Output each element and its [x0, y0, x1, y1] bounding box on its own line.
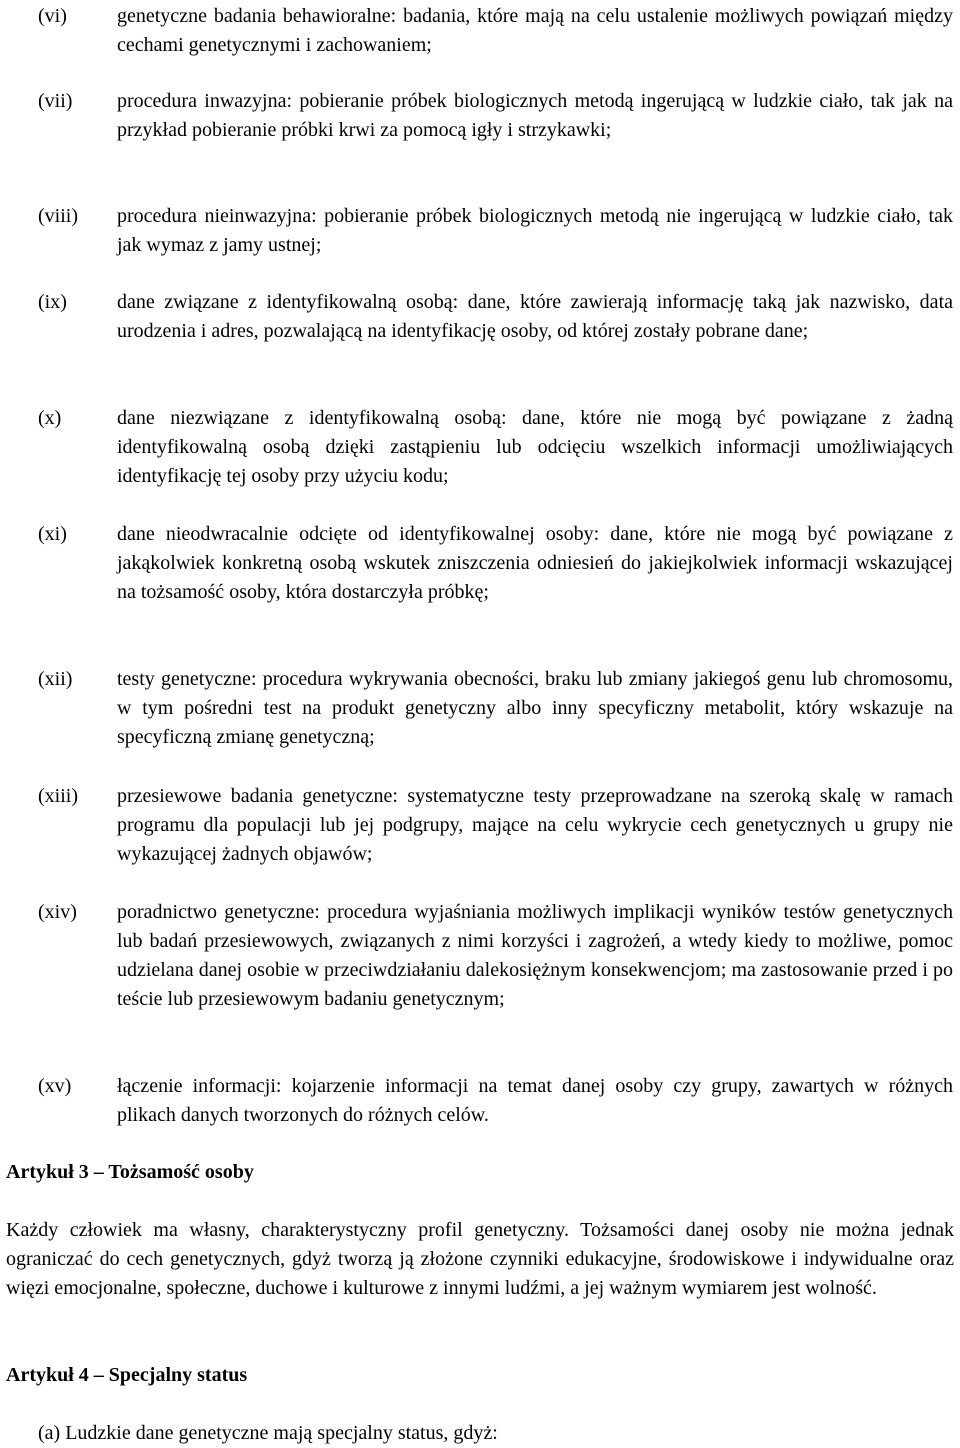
definition-number: (xii) — [38, 668, 73, 690]
definition-number: (vi) — [38, 5, 67, 27]
definition-text: genetyczne badania behawioralne: badania, które mają na celu ustalenie możliwych powiązań między cechami genetycznymi i zachowaniem; — [117, 5, 953, 56]
definition-text: testy genetyczne: procedura wykrywania obecności, braku lub zmiany jakiegoś genu lub chromosomu, w tym pośredni test na produkt genetyczny albo inny specyficzny metabolit, który wskazuje na specyficzną zmianę genetyczną; — [117, 668, 953, 748]
definition-text: dane niezwiązane z identyfikowalną osobą: dane, które nie mogą być powiązane z żadną identyfikowalną osobą dzięki zastąpieniu lub odcięciu wszelkich informacji umożliwiających identyfikację tej osoby przy użyciu kodu; — [117, 407, 953, 487]
definition-text: dane nieodwracalnie odcięte od identyfikowalnej osoby: dane, które nie mogą być powiązane z jakąkolwiek konkretną osobą wskutek zniszczenia odniesień do jakiejkolwiek informacji wskazującej na tożsamość osoby, która dostarczyła próbkę; — [117, 523, 953, 603]
definition-text: dane związane z identyfikowalną osobą: dane, które zawierają informację taką jak nazwisko, data urodzenia i adres, pozwalającą na identyfikację osoby, od której zostały pobrane dane; — [117, 291, 953, 342]
definition-number: (x) — [38, 407, 62, 429]
definition-number: (viii) — [38, 205, 78, 227]
definition-number: (xv) — [38, 1075, 72, 1097]
article-4-item-a: (a) Ludzkie dane genetyczne mają specjalny status, gdyż: — [38, 1422, 498, 1444]
article-3-heading: Artykuł 3 – Tożsamość osoby — [6, 1161, 254, 1183]
definition-text: poradnictwo genetyczne: procedura wyjaśniania możliwych implikacji wyników testów genetycznych lub badań przesiewowych, związanych z nimi korzyści i zagrożeń, a wtedy kiedy to możliwe, pomoc udzielana danej osobie w przeciwdziałaniu dalekosiężnym konsekwencjom; ma zastosowanie przed i po teście lub przesiewowym badaniu genetycznym; — [117, 901, 953, 1010]
article-3-body: Każdy człowiek ma własny, charakterystyczny profil genetyczny. Tożsamości danej osoby nie można jednak ograniczać do cech genetycznych, gdyż tworzą ją złożone czynniki edukacyjne, środowiskowe i indywidualne oraz więzi emocjonalne, społeczne, duchowe i kulturowe z innymi ludźmi, a jej ważnym wymiarem jest wolność. — [6, 1219, 954, 1299]
definition-text: przesiewowe badania genetyczne: systematyczne testy przeprowadzane na szeroką skalę w ramach programu dla populacji lub jej podgrupy, mające na celu wykrycie cech genetycznych u grupy nie wykazującej żadnych objawów; — [117, 785, 953, 865]
definition-text: procedura nieinwazyjna: pobieranie próbek biologicznych metodą nie ingerującą w ludzkie ciało, tak jak wymaz z jamy ustnej; — [117, 205, 953, 256]
definition-number: (vii) — [38, 90, 73, 112]
article-4-heading: Artykuł 4 – Specjalny status — [6, 1364, 248, 1386]
definition-text: procedura inwazyjna: pobieranie próbek biologicznych metodą ingerującą w ludzkie ciało, tak jak na przykład pobieranie próbki krwi za pomocą igły i strzykawki; — [117, 90, 953, 141]
definition-number: (xi) — [38, 523, 67, 545]
definition-number: (xiii) — [38, 785, 78, 807]
definition-number: (ix) — [38, 291, 67, 313]
definition-text: łączenie informacji: kojarzenie informacji na temat danej osoby czy grupy, zawartych w różnych plikach danych tworzonych do różnych celów. — [117, 1075, 953, 1126]
definition-number: (xiv) — [38, 901, 77, 923]
